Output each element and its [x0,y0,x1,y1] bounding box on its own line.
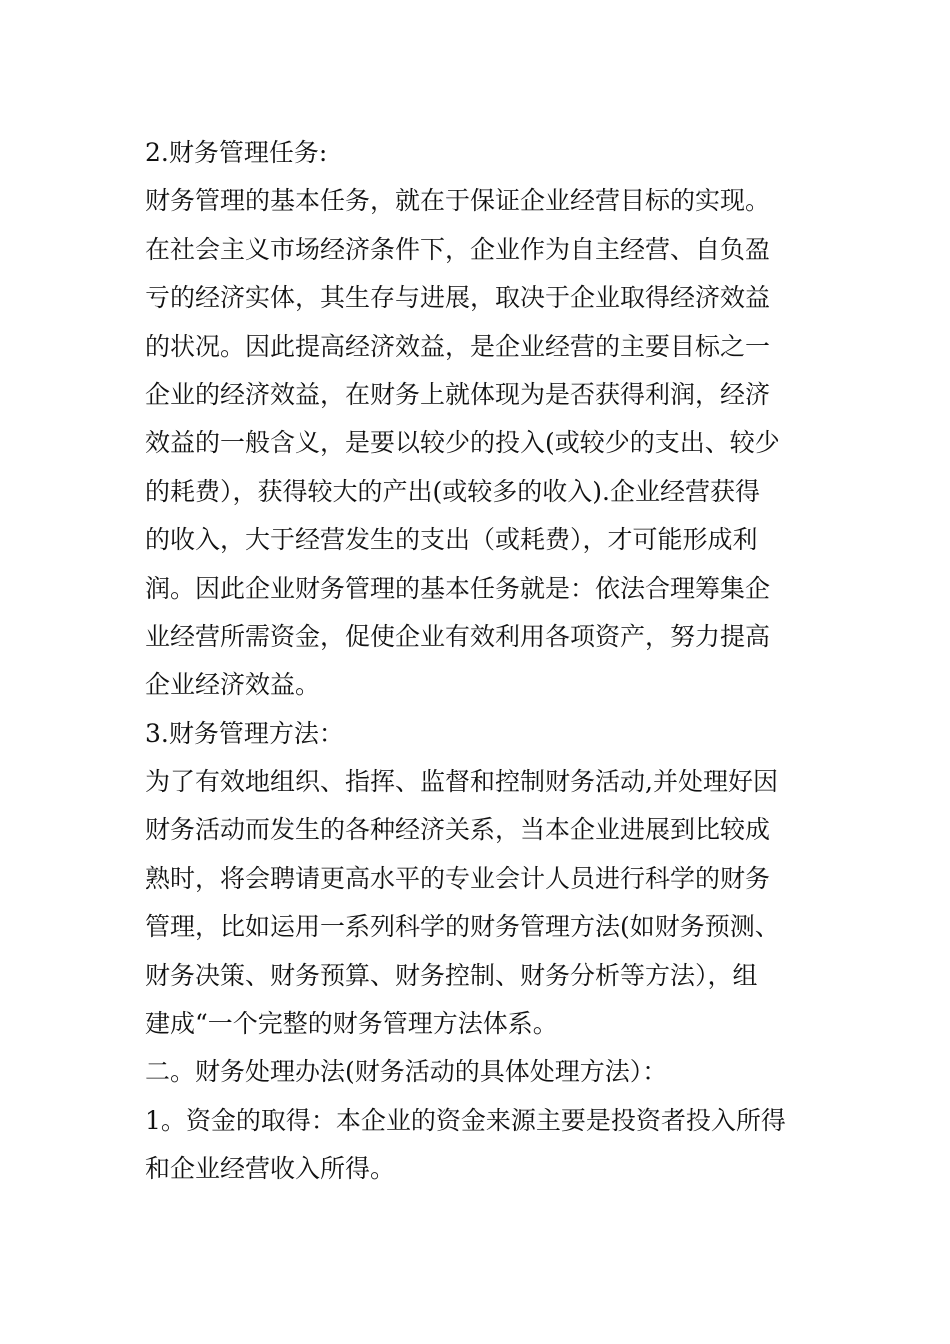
paragraph-line: 财务活动而发生的各种经济关系，当本企业进展到比较成 [145,815,771,845]
paragraph-line: 1。资金的取得：本企业的资金来源主要是投资者投入所得 [145,1105,786,1135]
paragraph-line: 的状况。因此提高经济效益，是企业经营的主要目标之一 [145,331,771,361]
section-heading-financial-tasks: 2.财务管理任务: [145,138,328,167]
paragraph-line: 熟时，将会聘请更高水平的专业会计人员进行科学的财务 [145,863,771,893]
paragraph-line: 业经营所需资金，促使企业有效利用各项资产，努力提高 [145,621,771,651]
paragraph-line: 财务管理的基本任务，就在于保证企业经营目标的实现。 [145,186,771,216]
paragraph-line: 财务决策、财务预算、财务控制、财务分析等方法），组 [145,960,758,990]
paragraph-line: 的耗费），获得较大的产出(或较多的收入).企业经营获得 [145,476,760,506]
document-body [145,129,810,1194]
paragraph-line: 的收入，大于经营发生的支出（或耗费），才可能形成利 [145,525,758,555]
section-heading-processing-methods: 二。财务处理办法(财务活动的具体处理方法）： [145,1057,668,1087]
paragraph-line: 和企业经营收入所得。 [145,1154,396,1184]
paragraph-line: 润。因此企业财务管理的基本任务就是：依法合理筹集企 [145,573,771,603]
paragraph-line: 在社会主义市场经济条件下，企业作为自主经营、自负盈 [145,234,771,264]
paragraph-line: 亏的经济实体，其生存与进展，取决于企业取得经济效益 [145,283,771,313]
paragraph-line: 为了有效地组织、指挥、监督和控制财务活动,并处理好因 [145,767,778,797]
paragraph-line: 管理，比如运用一系列科学的财务管理方法(如财务预测、 [145,912,780,942]
paragraph-line: 企业的经济效益，在财务上就体现为是否获得利润，经济 [145,379,771,409]
paragraph-line: 企业经济效益。 [145,670,321,700]
paragraph-line: 效益的一般含义，是要以较少的投入(或较少的支出、较少 [145,428,780,458]
section-heading-financial-methods: 3.财务管理方法： [145,718,344,748]
paragraph-line: 建成“一个完整的财务管理方法体系。 [145,1009,558,1039]
